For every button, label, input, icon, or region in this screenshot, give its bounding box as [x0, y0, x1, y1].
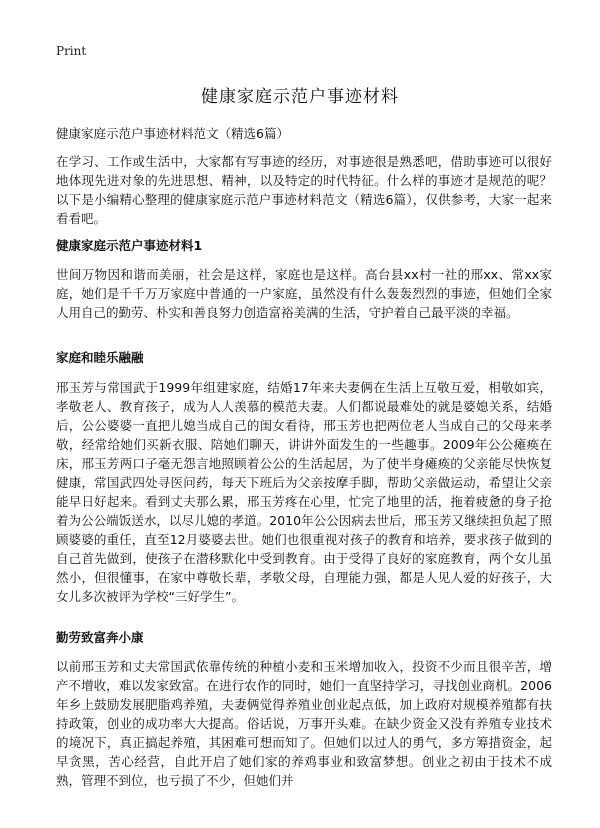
section-body-2: 邢玉芳与常国武于1999年组建家庭，结婚17年来夫妻俩在生活上互敬互爱，相敬如宾，孝敬老人、教育孩子，成为人人羡慕的模范夫妻。人们都说最难处的就是婆媳关系，结婚后，公公婆婆一直把儿媳当成自己的闺女看待，邢玉芳也把两位老人当成自己的父母来孝敬，经常给她们买新衣服、陪她们聊天，讲讲外面发生的一些趣事。2009年公公瘫痪在床，邢玉芳两口子毫无怨言地照顾着公公的生活起居，为了使半身瘫痪的父亲能尽快恢复健康，常国武四处寻医问药，每天下班后为父亲按摩手脚，帮助父亲做运动，希望让父亲能早日好起来。看到丈夫那么累，邢玉芳疼在心里，忙完了地里的活，拖着疲惫的身子抢着为公公端饭送水，以尽儿媳的孝道。2010年公公因病去世后，邢玉芳又继续担负起了照顾婆婆的重任，直至12月婆婆去世。她们也很重视对孩子的教育和培养，要求孩子做到的自己首先做到，使孩子在潜移默化中受到教育。由于受得了良好的家庭教育，两个女儿虽然小，但很懂事，在家中尊敬长辈，孝敬父母，自理能力强，都是人见人爱的好孩子，大女儿多次被评为学校“三好学生”。	[56, 380, 552, 604]
section-body-3: 以前邢玉芳和丈夫常国武依靠传统的种植小麦和玉米增加收入，投资不少而且很辛苦，增产不增收，难以发家致富。在进行农作的同时，她们一直坚持学习，寻找创业商机。2006年乡上鼓励发展肥脂鸡养殖，夫妻俩觉得养殖业创业起点低，加上政府对规模养殖都有扶持政策，创业的成功率大大提高。俗话说，万事开头难。在缺少资金又没有养殖专业技术的境况下，真正搞起养殖，其困难可想而知了。但她们以过人的勇气，多方筹措资金，起早贪黑，苦心经营，自此开启了她们家的养鸡事业和致富梦想。创业之初由于技术不成熟，管理不到位，也亏损了不少，但她们并	[56, 659, 552, 788]
section-heading-3: 勤劳致富奔小康	[56, 630, 144, 645]
section-heading-2: 家庭和睦乐融融	[56, 350, 144, 365]
print-link[interactable]: Print	[56, 44, 87, 58]
page-title: 健康家庭示范户事迹材料	[201, 87, 399, 107]
section-heading-1: 健康家庭示范户事迹材料1	[56, 238, 203, 253]
intro-paragraph: 在学习、工作或生活中，大家都有写事迹的经历，对事迹很是熟悉吧，借助事迹可以很好地体现先进对象的先进思想、精神，以及特定的时代特征。什么样的事迹才是规范的呢？以下是小编精心整理的健康家庭示范户事迹材料范文（精选6篇），仅供参考，大家一起来看看吧。	[56, 154, 552, 226]
article-subtitle: 健康家庭示范户事迹材料范文（精选6篇）	[56, 126, 289, 141]
section-body-1: 世间万物因和谐而美丽，社会是这样，家庭也是这样。高台县xx村一社的邢xx、常xx家庭，她们是千千万万家庭中普通的一户家庭，虽然没有什么轰轰烈烈的事迹，但她们全家人用自己的勤劳、朴实和善良努力创造富裕美满的生活，守护着自己最平淡的幸福。	[56, 267, 552, 320]
